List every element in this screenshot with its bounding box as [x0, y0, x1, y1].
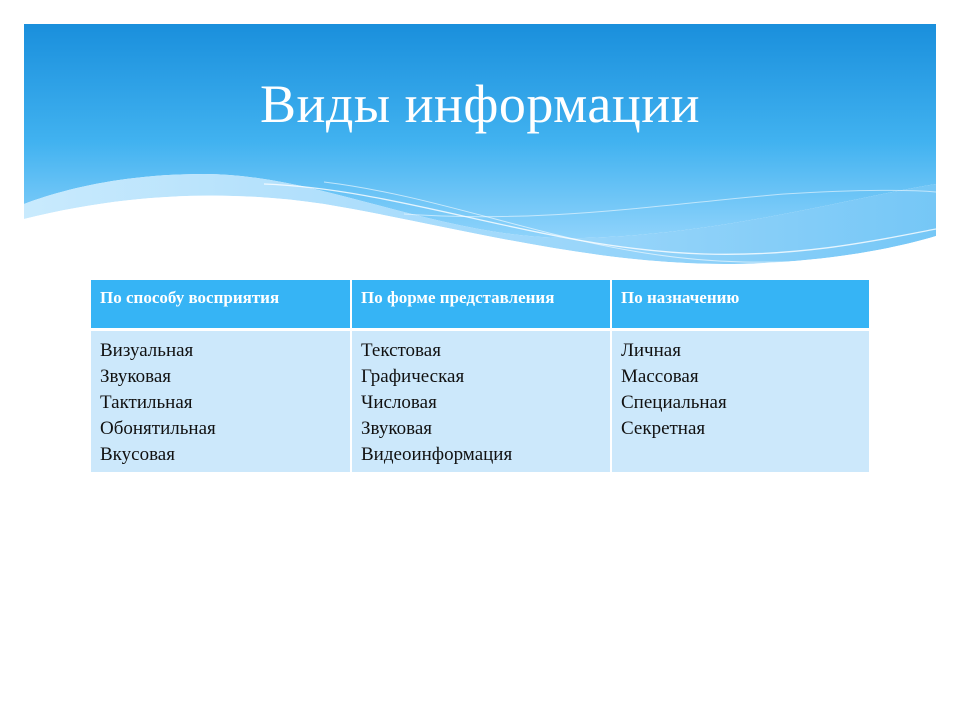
list-item: Графическая — [361, 365, 465, 387]
list-item: Вкусовая — [100, 443, 175, 465]
list-item: Секретная — [621, 417, 706, 439]
list-item: Личная — [621, 339, 681, 361]
cell-by-form — [351, 329, 611, 472]
list-item: Числовая — [361, 391, 437, 413]
slide-title: Виды информации — [259, 74, 701, 134]
list-item: Тактильная — [100, 391, 193, 413]
list-item: Видеоинформация — [361, 443, 513, 465]
cell-by-purpose — [611, 329, 869, 472]
table-row — [91, 329, 869, 472]
list-item: Визуальная — [100, 339, 194, 361]
header-by-form: По форме представления — [351, 280, 611, 329]
cell-by-perception — [91, 329, 351, 472]
list-item: Массовая — [621, 365, 699, 387]
list-item: Специальная — [621, 391, 727, 413]
header-banner — [24, 24, 936, 274]
list-item: Звуковая — [361, 417, 432, 439]
info-types-table — [91, 280, 869, 472]
list-item: Текстовая — [361, 339, 441, 361]
header-by-perception: По способу восприятия — [91, 280, 351, 329]
list-item: Звуковая — [100, 365, 171, 387]
table-header-row — [91, 280, 869, 329]
list-item: Обонятильная — [100, 417, 216, 439]
header-by-purpose: По назначению — [611, 280, 869, 329]
